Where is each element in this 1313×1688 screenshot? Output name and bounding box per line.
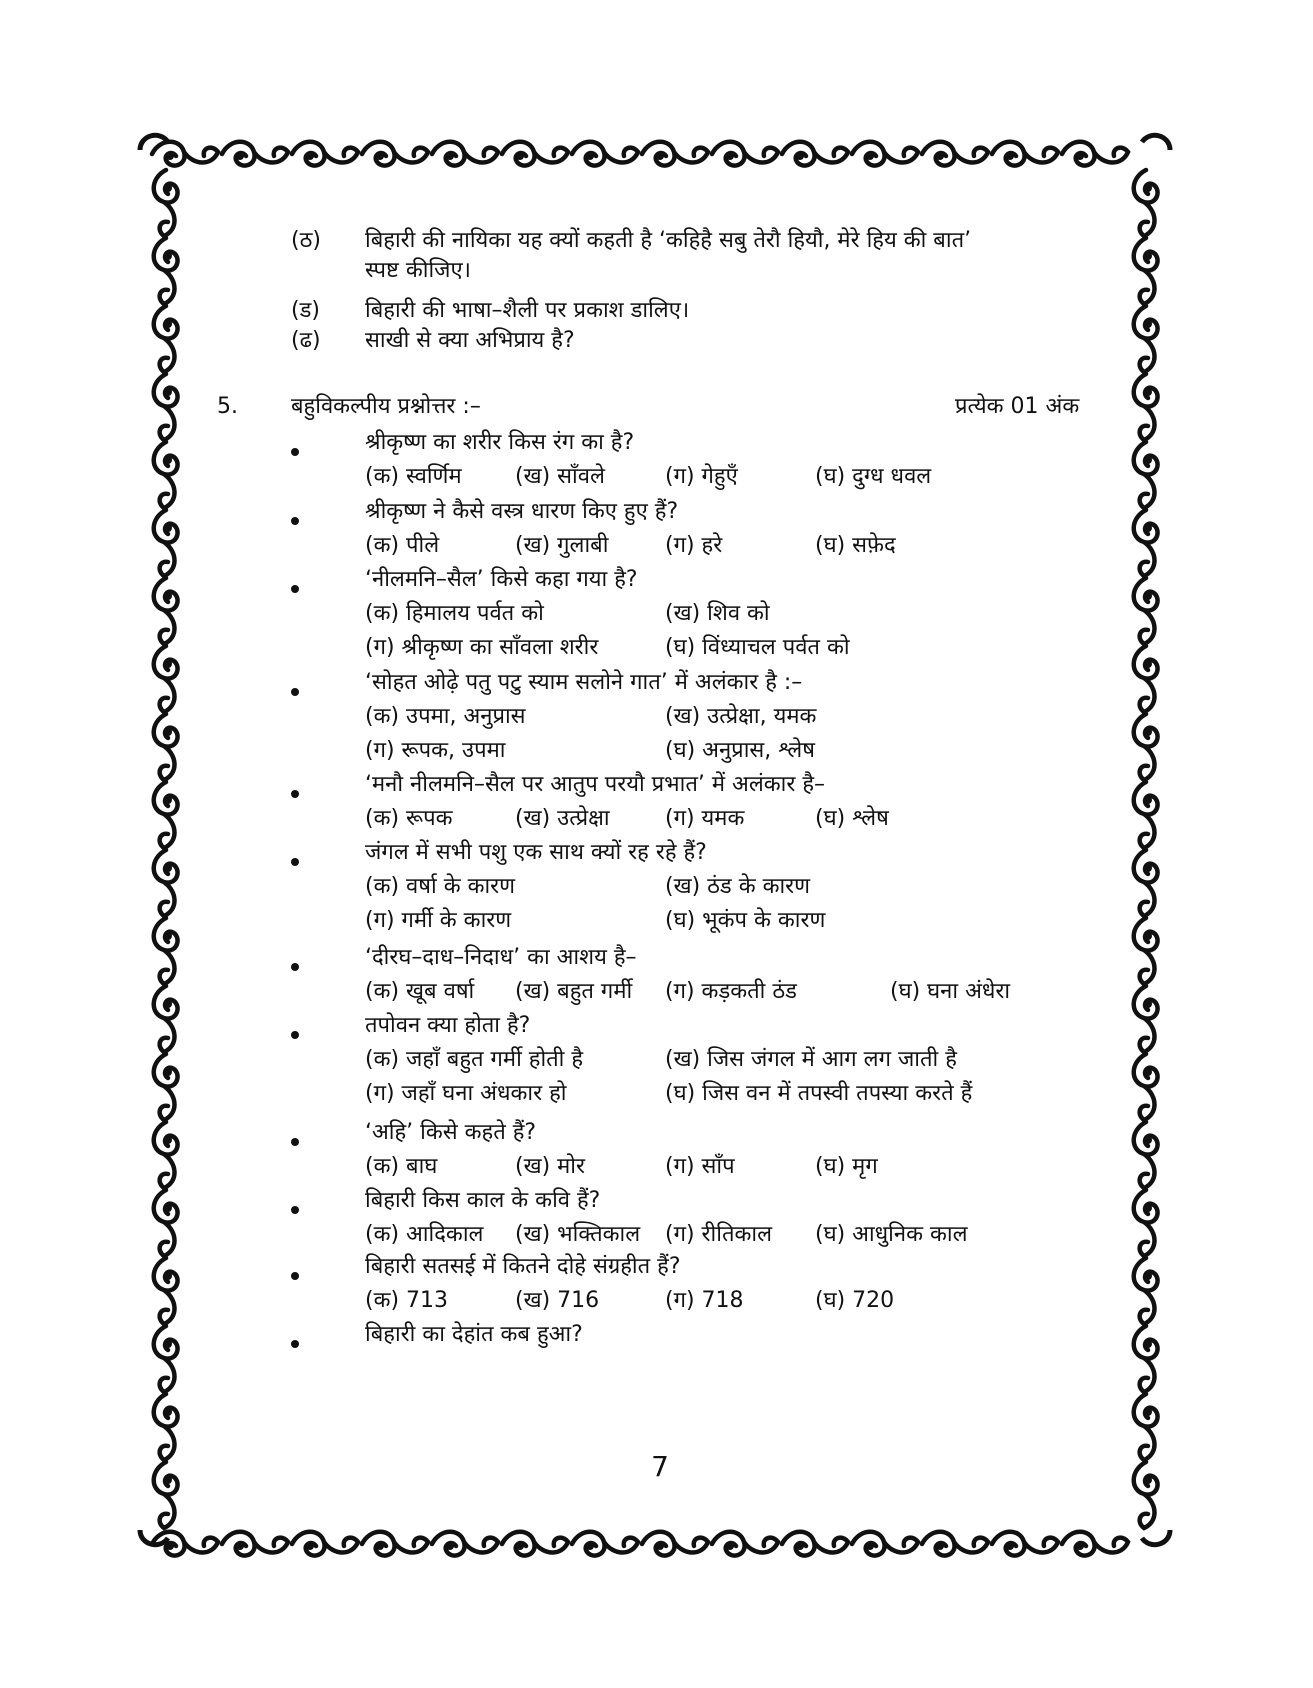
answer-option: (क) पीले bbox=[365, 533, 440, 558]
answer-option: (ग) यमक bbox=[665, 806, 745, 831]
sub-question-label: (ढ) bbox=[291, 328, 321, 353]
question-text: ‘मनौ नीलमनि–सैल पर आतुप परयौ प्रभात’ में अलंकार है– bbox=[365, 772, 826, 797]
question-text: श्रीकृष्ण ने कैसे वस्त्र धारण किए हुए हैं? bbox=[365, 499, 679, 524]
sub-question-label: (ड) bbox=[291, 298, 320, 323]
question-bullet bbox=[291, 1031, 299, 1039]
answer-option: (ख) साँवले bbox=[515, 464, 605, 489]
sub-question-label: (ठ) bbox=[291, 228, 321, 253]
answer-option: (ग) हरे bbox=[665, 533, 723, 558]
answer-option: (घ) मृग bbox=[815, 1154, 878, 1179]
answer-option: (क) 713 bbox=[365, 1288, 449, 1313]
question-bullet bbox=[291, 1272, 299, 1280]
sub-question-text: बिहारी की नायिका यह क्यों कहती है ‘कहिहै सबु तेरौ हियौ, मेरे हिय की बात’ bbox=[365, 228, 972, 253]
answer-option: (घ) अनुप्रास, श्लेष bbox=[665, 738, 815, 763]
answer-option: (ख) उत्प्रेक्षा bbox=[515, 806, 610, 831]
question-bullet bbox=[291, 517, 299, 525]
answer-option: (ग) जहाँ घना अंधकार हो bbox=[365, 1081, 567, 1106]
answer-option: (क) आदिकाल bbox=[365, 1222, 484, 1247]
answer-option: (घ) श्लेष bbox=[815, 806, 889, 831]
question-bullet bbox=[291, 790, 299, 798]
question-text: बिहारी सतसई में कितने दोहे संग्रहीत हैं? bbox=[365, 1254, 681, 1279]
answer-option: (क) बाघ bbox=[365, 1154, 438, 1179]
question-text: ‘अहि’ किसे कहते हैं? bbox=[365, 1120, 537, 1145]
answer-option: (घ) 720 bbox=[815, 1288, 895, 1313]
sub-question-text: बिहारी की भाषा–शैली पर प्रकाश डालिए। bbox=[365, 298, 690, 323]
answer-option: (ख) ठंड के कारण bbox=[665, 874, 811, 899]
question-text: बिहारी का देहांत कब हुआ? bbox=[365, 1322, 583, 1347]
answer-option: (घ) जिस वन में तपस्वी तपस्या करते हैं bbox=[665, 1081, 973, 1106]
answer-option: (क) उपमा, अनुप्रास bbox=[365, 704, 526, 729]
answer-option: (क) जहाँ बहुत गर्मी होती है bbox=[365, 1047, 584, 1072]
section-number: 5. bbox=[217, 394, 238, 419]
answer-option: (क) वर्षा के कारण bbox=[365, 874, 516, 899]
answer-option: (ग) साँप bbox=[665, 1154, 735, 1179]
answer-option: (ख) मोर bbox=[515, 1154, 586, 1179]
section-title: बहुविकल्पीय प्रश्नोत्तर :– bbox=[291, 394, 481, 419]
question-bullet bbox=[291, 963, 299, 971]
question-text: बिहारी किस काल के कवि हैं? bbox=[365, 1188, 601, 1213]
sub-question-text: स्पष्ट कीजिए। bbox=[365, 258, 472, 283]
answer-option: (क) हिमालय पर्वत को bbox=[365, 601, 544, 626]
answer-option: (क) रूपक bbox=[365, 806, 453, 831]
question-bullet bbox=[291, 1138, 299, 1146]
question-text: श्रीकृष्ण का शरीर किस रंग का है? bbox=[365, 430, 635, 455]
page-number: 7 bbox=[651, 1450, 669, 1483]
answer-option: (ख) भक्तिकाल bbox=[515, 1222, 641, 1247]
answer-option: (ग) 718 bbox=[665, 1288, 744, 1313]
answer-option: (क) स्वर्णिम bbox=[365, 464, 462, 489]
question-bullet bbox=[291, 448, 299, 456]
answer-option: (ग) श्रीकृष्ण का साँवला शरीर bbox=[365, 635, 599, 660]
question-bullet bbox=[291, 858, 299, 866]
question-text: जंगल में सभी पशु एक साथ क्यों रह रहे हैं? bbox=[365, 840, 707, 865]
question-bullet bbox=[291, 1340, 299, 1348]
answer-option: (घ) घना अंधेरा bbox=[890, 979, 1011, 1004]
answer-option: (ख) शिव को bbox=[665, 601, 770, 626]
answer-option: (घ) दुग्ध धवल bbox=[815, 464, 932, 489]
question-bullet bbox=[291, 585, 299, 593]
answer-option: (ख) 716 bbox=[515, 1288, 600, 1313]
answer-option: (घ) सफ़ेद bbox=[815, 533, 896, 558]
answer-option: (ग) रीतिकाल bbox=[665, 1222, 772, 1247]
answer-option: (ख) उत्प्रेक्षा, यमक bbox=[665, 704, 817, 729]
section-marks: प्रत्येक 01 अंक bbox=[955, 394, 1080, 419]
answer-option: (क) खूब वर्षा bbox=[365, 979, 475, 1004]
question-text: ‘नीलमनि–सैल’ किसे कहा गया है? bbox=[365, 567, 638, 592]
question-text: ‘सोहत ओढ़े पतु पटु स्याम सलोने गात’ में अलंकार है :– bbox=[365, 670, 803, 695]
answer-option: (ख) बहुत गर्मी bbox=[515, 979, 633, 1004]
answer-option: (घ) विंध्याचल पर्वत को bbox=[665, 635, 850, 660]
answer-option: (ख) जिस जंगल में आग लग जाती है bbox=[665, 1047, 957, 1072]
question-text: तपोवन क्या होता है? bbox=[365, 1013, 531, 1038]
answer-option: (ख) गुलाबी bbox=[515, 533, 609, 558]
answer-option: (ग) गर्मी के कारण bbox=[365, 908, 512, 933]
sub-question-text: साखी से क्या अभिप्राय है? bbox=[365, 328, 575, 353]
question-bullet bbox=[291, 1206, 299, 1214]
answer-option: (ग) रूपक, उपमा bbox=[365, 738, 506, 763]
answer-option: (घ) आधुनिक काल bbox=[815, 1222, 968, 1247]
answer-option: (ग) गेहुएँ bbox=[665, 464, 738, 489]
answer-option: (घ) भूकंप के कारण bbox=[665, 908, 826, 933]
answer-option: (ग) कड़कती ठंड bbox=[665, 979, 797, 1004]
question-bullet bbox=[291, 688, 299, 696]
question-text: ‘दीरघ–दाध–निदाध’ का आशय है– bbox=[365, 945, 637, 970]
